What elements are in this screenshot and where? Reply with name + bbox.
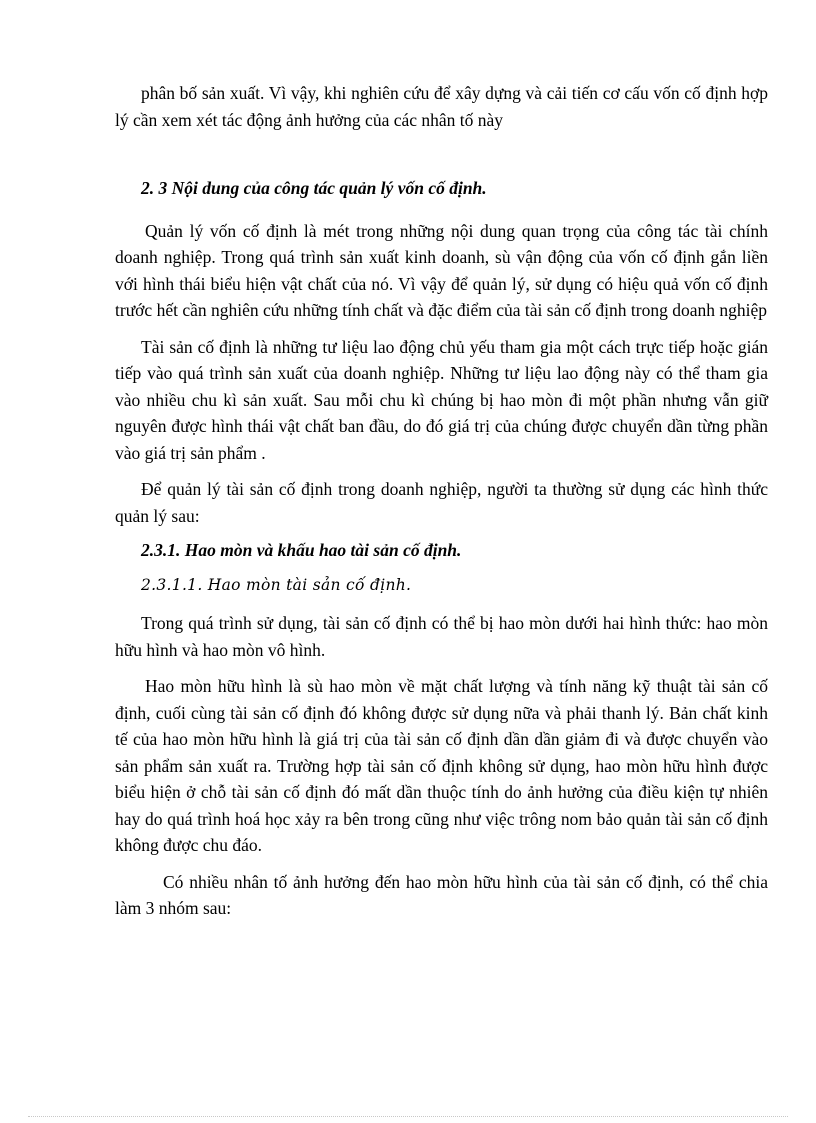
page-bottom-rule <box>28 1116 788 1117</box>
paragraph-fixed-capital-management: Quản lý vốn cố định là mét trong những nội dung quan trọng của công tác tài chính doanh nghiệp. Trong quá trình sản xuất kinh doanh, sù vận động của vốn cố định gắn liền với hình thái biểu hiện vật chất của nó. Vì vậy để quản lý, sử dụng có hiệu quả vốn cố định trước hết cần nghiên cứu những tính chất và đặc điểm của tài sản cố định trong doanh nghiệp <box>115 220 768 320</box>
section-heading-2-3-1: 2.3.1. Hao mòn và khấu hao tài sản cố định. <box>141 540 462 560</box>
document-page <box>115 80 768 922</box>
section-heading-2-3-1-1: 2.3.1.1. Hao mòn tài sản cố định. <box>141 575 412 594</box>
paragraph-continuation: phân bố sản xuất. Vì vậy, khi nghiên cứu để xây dựng và cải tiến cơ cấu vốn cố định hợp lý cần xem xét tác động ảnh hưởng của các nhân tố này <box>115 83 768 130</box>
section-heading-2-3: 2. 3 Nội dung của công tác quản lý vốn cố định. <box>141 178 487 198</box>
paragraph-fixed-assets-definition: Tài sản cố định là những tư liệu lao động chủ yếu tham gia một cách trực tiếp hoặc gián tiếp vào quá trình sản xuất của doanh nghiệp. Những tư liệu lao động này có thể tham gia vào nhiều chu kì sản xuất. Sau mỗi chu kì chúng bị hao mòn đi một phần nhưng vẫn giữ nguyên được hình thái vật chất ban đầu, do đó giá trị của chúng được chuyển dần từng phần vào giá trị sản phẩm . <box>115 336 768 463</box>
paragraph-wear-forms: Trong quá trình sử dụng, tài sản cố định có thể bị hao mòn dưới hai hình thức: hao mòn hữu hình và hao mòn vô hình. <box>115 613 768 660</box>
paragraph-management-forms: Để quản lý tài sản cố định trong doanh nghiệp, người ta thường sử dụng các hình thức quản lý sau: <box>115 479 768 526</box>
paragraph-tangible-wear: Hao mòn hữu hình là sù hao mòn về mặt chất lượng và tính năng kỹ thuật tài sản cố định, cuối cùng tài sản cố định đó không được sử dụng nữa và phải thanh lý. Bản chất kinh tế của hao mòn hữu hình là giá trị của tài sản cố định dần dần giảm đi và được chuyển vào sản phẩm sản xuất ra. Trường hợp tài sản cố định không sử dụng, hao mòn hữu hình được biểu hiện ở chỗ tài sản cố định đó mất dần thuộc tính do ảnh hưởng của điều kiện tự nhiên hay do quá trình hoá học xảy ra bên trong cũng như việc trông nom bảo quản tài sản cố định không được chu đáo. <box>115 676 768 855</box>
paragraph-wear-factors: Có nhiều nhân tố ảnh hưởng đến hao mòn hữu hình của tài sản cố định, có thể chia làm 3 nhóm sau: <box>115 871 768 918</box>
